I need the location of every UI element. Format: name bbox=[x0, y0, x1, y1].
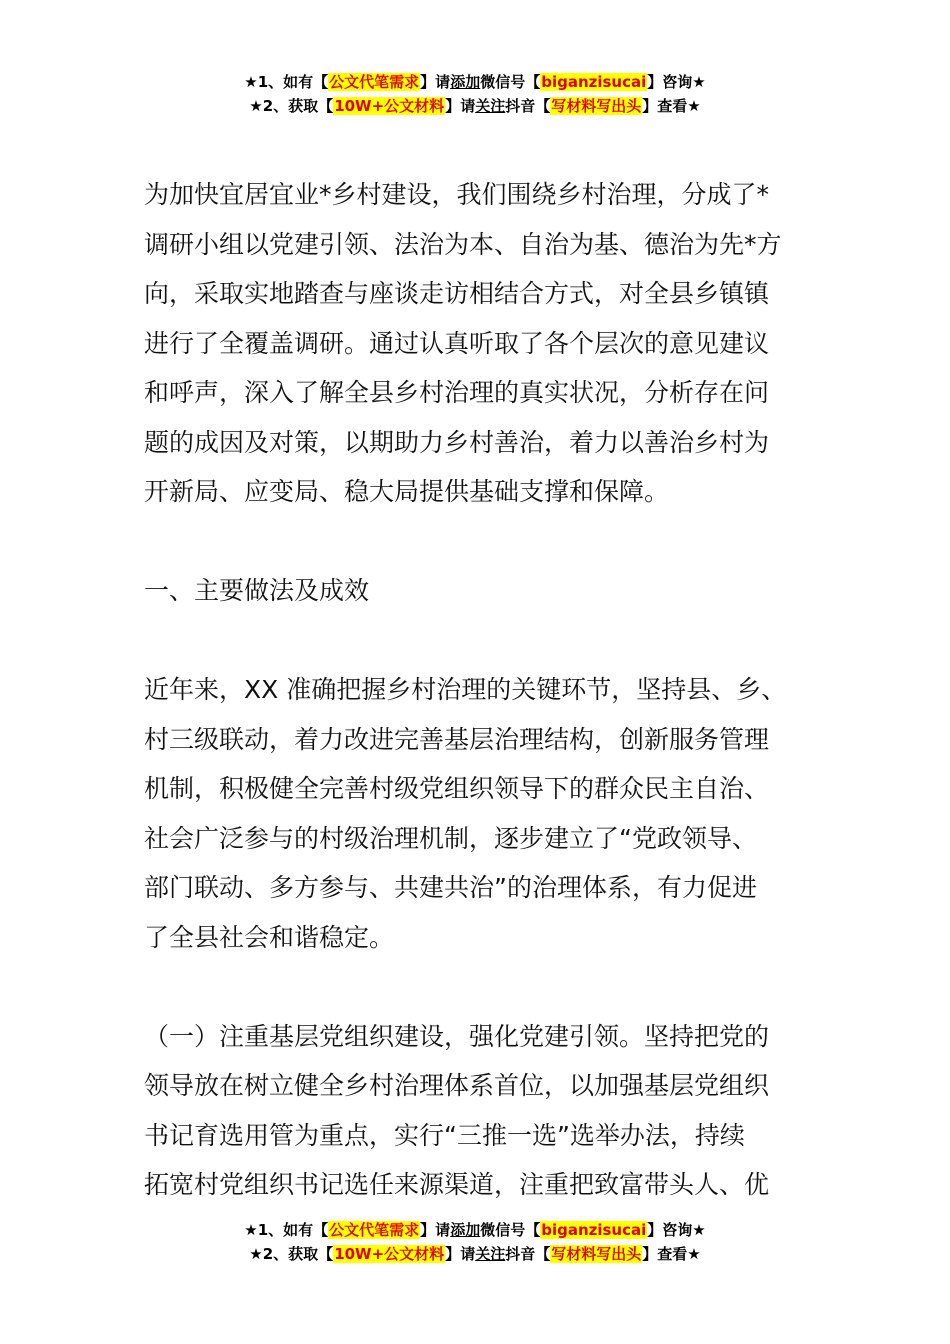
document-body bbox=[144, 170, 809, 1210]
paragraph-line: 为加快宜居宜业*乡村建设，我们围绕乡村治理，分成了* bbox=[144, 180, 770, 209]
footer-line-2-underline-follow: 关注 bbox=[475, 1245, 506, 1263]
footer-line-1-highlight-wechat-id: biganzisucai bbox=[541, 1221, 647, 1239]
footer-line-1-prefix: ★1、如有【 bbox=[244, 1221, 329, 1239]
header-line-2-suffix: 】查看★ bbox=[642, 97, 701, 115]
footer-line-2-mid1: 】请 bbox=[445, 1245, 476, 1263]
header-line-1-underline-add: 添加 bbox=[450, 73, 481, 91]
footer-line-1 bbox=[0, 1218, 950, 1242]
header-line-1-mid1: 】请 bbox=[420, 73, 451, 91]
paragraph-spacer bbox=[144, 517, 809, 567]
paragraph-line: 近年来，XX 准确把握乡村治理的关键环节，坚持县、乡、 bbox=[144, 675, 787, 704]
paragraph-spacer bbox=[144, 962, 809, 1012]
footer-line-2-mid2: 抖音【 bbox=[505, 1245, 551, 1263]
paragraph-line: 和呼声，深入了解全县乡村治理的真实状况，分析存在问 bbox=[144, 378, 770, 407]
paragraph-line: 领导放在树立健全乡村治理体系首位，以加强基层党组织 bbox=[144, 1071, 770, 1100]
footer-line-1-suffix: 】咨询★ bbox=[647, 1221, 706, 1239]
paragraph-line: 题的成因及对策，以期助力乡村善治，着力以善治乡村为 bbox=[144, 427, 770, 457]
intro-paragraph bbox=[144, 170, 809, 517]
paragraph-line: 机制，积极健全完善村级党组织领导下的群众民主自治、 bbox=[144, 774, 770, 803]
paragraph-line: 部门联动、多方参与、共建共治”的治理体系，有力促进 bbox=[144, 873, 757, 902]
paragraph-line: 进行了全覆盖调研。通过认真听取了各个层次的意见建议 bbox=[144, 328, 770, 358]
footer-line-2 bbox=[0, 1242, 950, 1266]
footer-line-2-suffix: 】查看★ bbox=[642, 1245, 701, 1263]
footer-line-1-highlight-service: 公文代笔需求 bbox=[329, 1221, 420, 1239]
paragraph-line: （一）注重基层党组织建设，强化党建引领。坚持把党的 bbox=[144, 1021, 770, 1051]
paragraph-line: 调研小组以党建引领、法治为本、自治为基、德治为先*方 bbox=[144, 229, 782, 259]
header-line-2 bbox=[0, 94, 950, 118]
footer-line-2-highlight-materials: 10W+公文材料 bbox=[334, 1245, 445, 1263]
header-line-1-highlight-service: 公文代笔需求 bbox=[329, 73, 420, 91]
header-line-1-prefix: ★1、如有【 bbox=[244, 73, 329, 91]
section-heading: 一、主要做法及成效 bbox=[144, 576, 370, 605]
paragraph-line: 拓宽村党组织书记选任来源渠道，注重把致富带头人、优 bbox=[144, 1170, 770, 1199]
footer-line-2-highlight-douyin-id: 写材料写出头 bbox=[551, 1245, 642, 1263]
party-building-paragraph bbox=[144, 1012, 809, 1210]
footer-line-2-prefix: ★2、获取【 bbox=[249, 1245, 334, 1263]
header-line-2-highlight-materials: 10W+公文材料 bbox=[334, 97, 445, 115]
paragraph-spacer bbox=[144, 616, 809, 666]
paragraph-line: 书记育选用管为重点，实行“三推一选”选举办法，持续 bbox=[144, 1120, 745, 1150]
paragraph-line: 向，采取实地踏查与座谈走访相结合方式，对全县乡镇镇 bbox=[144, 279, 770, 308]
header-line-2-highlight-douyin-id: 写材料写出头 bbox=[551, 97, 642, 115]
practices-paragraph bbox=[144, 665, 809, 962]
footer-line-1-mid2: 微信号【 bbox=[480, 1221, 541, 1239]
header-banner bbox=[0, 70, 950, 118]
header-line-2-mid1: 】请 bbox=[445, 97, 476, 115]
footer-line-1-underline-add: 添加 bbox=[450, 1221, 481, 1239]
paragraph-line: 村三级联动，着力改进完善基层治理结构，创新服务管理 bbox=[144, 724, 770, 754]
header-line-1-highlight-wechat-id: biganzisucai bbox=[541, 73, 647, 91]
header-line-2-mid2: 抖音【 bbox=[505, 97, 551, 115]
paragraph-line: 了全县社会和谐稳定。 bbox=[144, 922, 395, 952]
header-line-2-underline-follow: 关注 bbox=[475, 97, 506, 115]
header-line-1-mid2: 微信号【 bbox=[480, 73, 541, 91]
header-line-1 bbox=[0, 70, 950, 94]
footer-line-1-mid1: 】请 bbox=[420, 1221, 451, 1239]
footer-banner bbox=[0, 1218, 950, 1266]
header-line-2-prefix: ★2、获取【 bbox=[249, 97, 334, 115]
header-line-1-suffix: 】咨询★ bbox=[647, 73, 706, 91]
paragraph-line: 开新局、应变局、稳大局提供基础支撑和保障。 bbox=[144, 477, 670, 506]
paragraph-line: 社会广泛参与的村级治理机制，逐步建立了“党政领导、 bbox=[144, 823, 757, 853]
